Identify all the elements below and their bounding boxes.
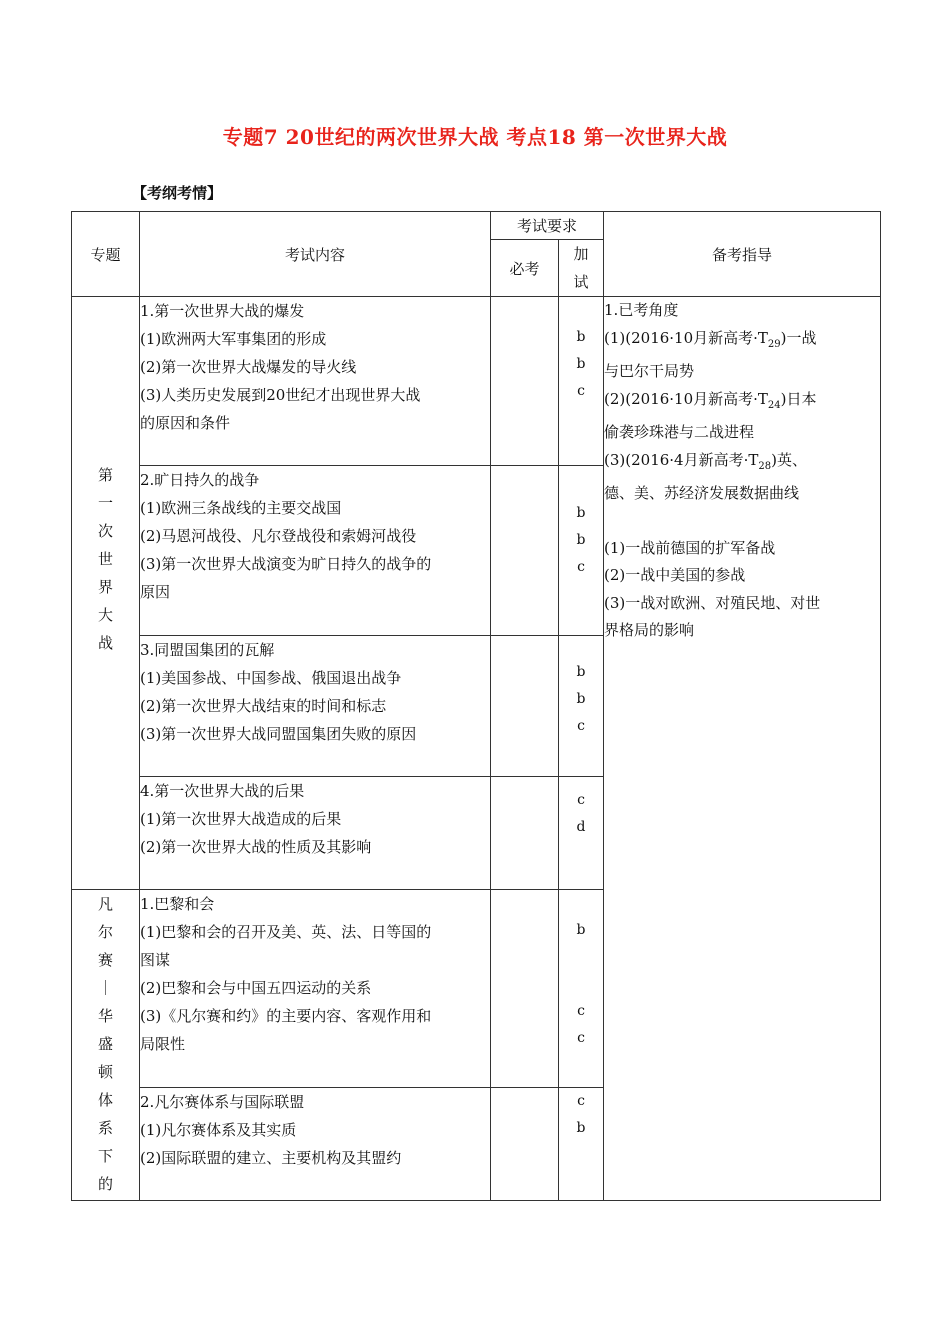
guide-item-prefix: (3)(2016·4月新高考·T [604, 450, 759, 469]
guide-item-question-number: 29 [767, 338, 781, 350]
topic-versailles-char: 下 [97, 1147, 113, 1165]
topic-ww1-char: 一 [97, 494, 113, 512]
level-value: b [576, 329, 586, 345]
guide-item-suffix: )日本 [780, 389, 817, 408]
required-cell-4 [491, 777, 559, 890]
topic-versailles-char: 盛 [97, 1035, 113, 1053]
required-cell-5 [491, 890, 559, 1088]
topic-versailles-char: 顿 [97, 1063, 113, 1081]
guide-cell [604, 297, 881, 1201]
level-value: b [576, 691, 586, 707]
level-value: b [576, 356, 586, 372]
content-section-5 [140, 890, 491, 1088]
level-value: b [576, 922, 586, 938]
topic-versailles [72, 890, 140, 1201]
content-line: (2)第一次世界大战结束的时间和标志 [140, 697, 387, 715]
content-line: (1)凡尔赛体系及其实质 [140, 1121, 297, 1139]
guide-item-suffix: )英、 [771, 450, 807, 469]
content-line: (2)第一次世界大战爆发的导火线 [140, 358, 357, 376]
content-line: (2)第一次世界大战的性质及其影响 [140, 838, 372, 856]
header-content: 考试内容 [140, 212, 491, 297]
topic-ww1-text [96, 461, 116, 657]
level-value [559, 971, 603, 998]
content-section-3 [140, 636, 491, 777]
guide-item-continuation: 与巴尔干局势 [604, 362, 695, 380]
level-value: b [576, 1120, 586, 1136]
level-value: b [576, 505, 586, 521]
header-required: 必考 [491, 240, 559, 297]
content-line: 2.凡尔赛体系与国际联盟 [140, 1093, 305, 1111]
content-line: (3)人类历史发展到20世纪才出现世界大战 [140, 386, 421, 404]
content-line: (1)巴黎和会的召开及美、英、法、日等国的 [140, 923, 432, 941]
content-line: (1)第一次世界大战造成的后果 [140, 810, 342, 828]
topic-ww1-char: 大 [97, 606, 113, 624]
level-cell-2 [559, 466, 604, 636]
level-cell-4 [559, 777, 604, 890]
topic-versailles-char: 华 [97, 1007, 113, 1025]
topic-versailles-char: 体 [97, 1091, 113, 1109]
topic-ww1-char: 界 [97, 578, 113, 596]
required-cell-6 [491, 1088, 559, 1201]
guide-prediction-line: (2)一战中美国的参战 [604, 566, 746, 584]
content-line: (1)欧洲三条战线的主要交战国 [140, 499, 342, 517]
page-title: 专题7 20世纪的两次世界大战 考点18 第一次世界大战 [222, 125, 728, 149]
guide-item-question-number: 24 [767, 399, 781, 411]
guide-item-continuation: 德、美、苏经济发展数据曲线 [604, 484, 800, 502]
content-line: 局限性 [140, 1035, 186, 1053]
level-cell-3 [559, 636, 604, 777]
guide-item-line [604, 325, 880, 359]
content-line: (2)巴黎和会与中国五四运动的关系 [140, 979, 372, 997]
required-cell-1 [491, 297, 559, 466]
content-line: (1)美国参战、中国参战、俄国退出战争 [140, 669, 402, 687]
level-value [559, 944, 603, 971]
topic-ww1-char: 第 [97, 466, 113, 484]
guide-prediction-line: 界格局的影响 [604, 621, 695, 639]
exam-requirements-table [71, 211, 881, 1201]
header-guide: 备考指导 [604, 212, 881, 297]
guide-heading: 1.已考角度 [604, 301, 679, 319]
guide-item-question-number: 28 [758, 460, 772, 472]
content-line: 1.巴黎和会 [140, 895, 215, 913]
content-line: 2.旷日持久的战争 [140, 471, 260, 489]
level-value: c [577, 1003, 585, 1019]
level-cell-1 [559, 297, 604, 466]
content-line: (1)欧洲两大军事集团的形成 [140, 330, 327, 348]
level-cell-5 [559, 890, 604, 1088]
guide-prediction-line: (1)一战前德国的扩军备战 [604, 538, 776, 557]
content-line: 原因 [140, 583, 171, 601]
guide-item-suffix: )一战 [780, 328, 817, 347]
topic-versailles-char: 系 [97, 1119, 113, 1137]
content-section-2 [140, 466, 491, 636]
guide-item-line [604, 447, 880, 481]
topic-versailles-char: 尔 [97, 923, 113, 941]
header-requirements: 考试要求 [491, 212, 604, 240]
required-cell-3 [491, 636, 559, 777]
content-line: 4.第一次世界大战的后果 [140, 782, 305, 800]
guide-item-prefix: (1)(2016·10月新高考·T [604, 328, 768, 347]
level-value: c [577, 1093, 585, 1109]
required-cell-2 [491, 466, 559, 636]
content-line: 图谋 [140, 951, 171, 969]
content-section-4 [140, 777, 491, 890]
level-value: b [576, 664, 586, 680]
topic-versailles-char: 凡 [97, 895, 113, 913]
topic-versailles-text [96, 890, 116, 1198]
header-added: 加试 [559, 240, 604, 297]
content-line: (2)马恩河战役、凡尔登战役和索姆河战役 [140, 527, 417, 545]
content-line: (3)第一次世界大战演变为旷日持久的战争的 [140, 555, 432, 573]
header-topic: 专题 [72, 212, 140, 297]
guide-item-prefix: (2)(2016·10月新高考·T [604, 389, 768, 408]
section-label: 【考纲考情】 [132, 184, 223, 202]
level-value: c [577, 792, 585, 808]
level-value: c [577, 559, 585, 575]
topic-ww1-char: 次 [97, 522, 113, 540]
topic-ww1-char: 战 [97, 634, 113, 652]
level-value: b [576, 532, 586, 548]
content-line: (2)国际联盟的建立、主要机构及其盟约 [140, 1149, 402, 1167]
content-section-1 [140, 297, 491, 466]
content-line: 1.第一次世界大战的爆发 [140, 302, 305, 320]
topic-versailles-char: 赛 [97, 951, 113, 969]
guide-item-continuation: 偷袭珍珠港与二战进程 [604, 423, 755, 441]
level-value: c [577, 1030, 585, 1046]
level-value: c [577, 383, 585, 399]
topic-ww1 [72, 297, 140, 890]
content-line: 3.同盟国集团的瓦解 [140, 641, 275, 659]
content-line: (3)第一次世界大战同盟国集团失败的原因 [140, 725, 417, 743]
content-section-6 [140, 1088, 491, 1201]
guide-item-line [604, 386, 880, 420]
guide-prediction-line: (3)一战对欧洲、对殖民地、对世 [604, 593, 821, 612]
level-value: c [577, 718, 585, 734]
level-cell-6 [559, 1088, 604, 1201]
topic-versailles-char: ｜ [97, 979, 113, 997]
content-line: 的原因和条件 [140, 414, 231, 432]
level-value: d [576, 819, 586, 835]
topic-versailles-char: 的 [97, 1175, 113, 1193]
content-line: (3)《凡尔赛和约》的主要内容、客观作用和 [140, 1007, 432, 1025]
topic-ww1-char: 世 [97, 550, 113, 568]
